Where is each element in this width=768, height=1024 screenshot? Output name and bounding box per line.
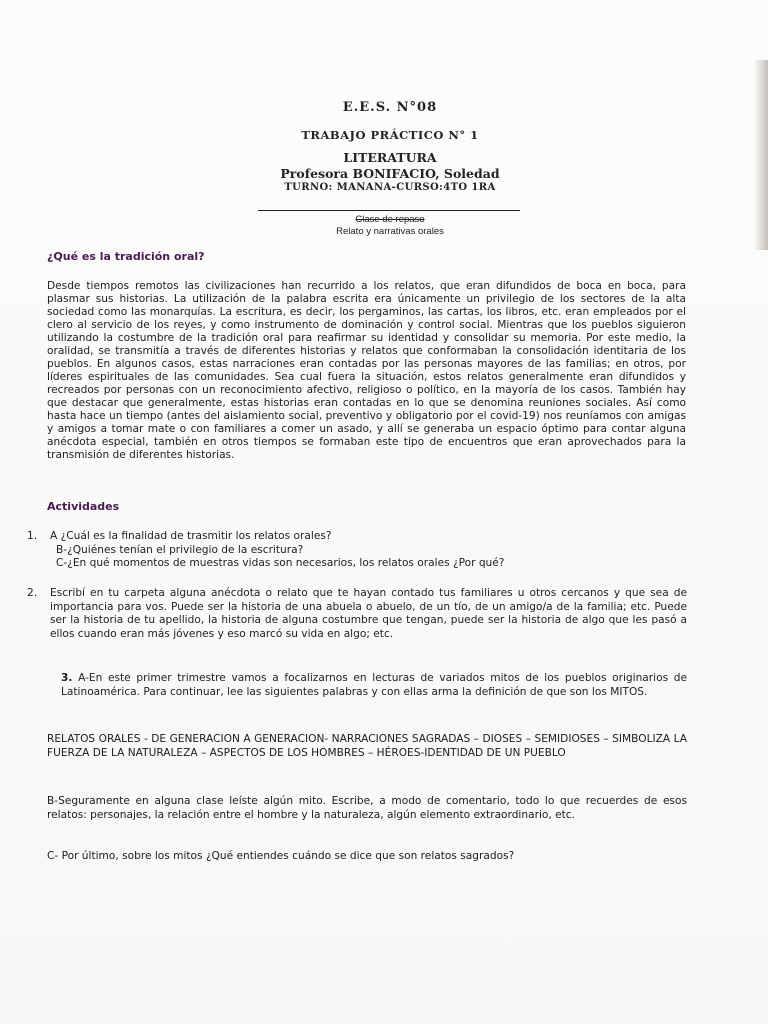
myth-keywords: RELATOS ORALES - DE GENERACION A GENERACION- NARRACIONES SAGRADAS – DIOSES – SEMIDIOSES – SIMBOLIZA LA FUERZA DE LA NATURALEZA – ASPECTOS DE LOS HOMBRES – HÉROES-IDENTIDAD DE UN PUEBLO [47,733,687,759]
activity-3-part-b: B-Seguramente en alguna clase leíste algún mito. Escribe, a modo de comentario, todo lo que recuerdes de esos relatos: personajes, la relación entre el hombre y la naturaleza, algún elemento extraordinario, etc. [47,795,687,821]
section-title-activities: Actividades [47,500,120,513]
school-name: E.E.S. N°08 [342,100,438,115]
practical-title: TRABAJO PRÁCTICO N° 1 [301,128,479,142]
activity-1 [27,530,687,571]
class-note: Clase de repaso [355,214,425,225]
activity-1-line-c: C-¿En qué momentos de muestras vidas son necesarios, los relatos orales ¿Por qué? [56,557,505,569]
intro-paragraph: Desde tiempos remotos las civilizaciones han recurrido a los relatos, que eran difundidos de boca en boca, para plasmar sus historias. La utilización de la palabra escrita era únicamente un privilegio de los sectores de la alta sociedad como las monarquías. La escritura, es decir, los pergaminos, las cartas, los libros, etc. eran empleados por el clero al servicio de los reyes, y como instrumento de dominación y control social. Mientras que los pueblos siguieron utilizando la costumbre de la tradición oral para reafirmar su identidad y consolidar su memoria. Por este medio, la oralidad, se transmitía a través de diferentes historias y relatos que conformaban la consolidación identitaria de los pueblos. En algunos casos, estas narraciones eran contadas por las personas mayores de las familias; en otros, por líderes espirituales de las comunidades. Sea cual fuera la situación, estos relatos generalmente eran difundidos y recreados por personas con un reconocimiento afectivo, religioso o político, en la mayoría de los casos. También hay que destacar que generalmente, estas historias eran contadas en lo que se denomina reuniones sociales. Así como hasta hace un tiempo (antes del aislamiento social, preventivo y obligatorio por el covid-19) nos reuníamos con amigas y amigos a tomar mate o con familiares a comer un asado, y allí se generaba un espacio óptimo para contar alguna anécdota especial, también en otros tiempos se formaban este tipo de encuentros que eran aprovechados para la transmisión de diferentes historias. [47,280,686,461]
page-edge-shadow [754,60,768,250]
activity-2 [27,587,687,641]
activity-3-number: 3. [61,672,73,684]
activity-2-body: Escribí en tu carpeta alguna anécdota o relato que te hayan contado tus familiares u otros cercanos y que sea de importancia para vos. Puede ser la historia de una abuela o abuelo, de un tío, de un amigo/a de la familia; etc. Puede ser la historia de tu apellido, la historia de alguna costumbre que tengan, puede ser la historia de algo que les pasó a ellos cuando eran más jóvenes y eso marcó su vida en algo; etc. [50,587,687,640]
activity-3 [61,672,687,699]
activity-1-line-a: A ¿Cuál es la finalidad de trasmitir los relatos orales? [50,530,332,542]
activity-3-body: A-En este primer trimestre vamos a focalizarnos en lecturas de variados mitos de los pueblos originarios de Latinoamérica. Para continuar, lee las siguientes palabras y con ellas arma la definición de que son los MITOS. [61,672,687,698]
activity-1-number: 1. [27,530,38,542]
subject-title: LITERATURA [343,150,437,165]
teacher-name: Profesora BONIFACIO, Soledad [280,166,500,181]
activity-1-body [50,530,687,571]
header-divider [258,210,520,211]
activity-2-number: 2. [27,587,38,599]
section-title-oral-tradition: ¿Qué es la tradición oral? [47,250,205,263]
activity-3-part-c: C- Por último, sobre los mitos ¿Qué entiendes cuándo se dice que son relatos sagrados? [47,850,515,862]
activity-1-line-b: B-¿Quiénes tenían el privilegio de la escritura? [56,543,304,556]
topic-subtitle: Relato y narrativas orales [336,226,444,237]
shift-info: TURNO: MAÑANA-CURSO:4TO 1RA [284,182,496,192]
